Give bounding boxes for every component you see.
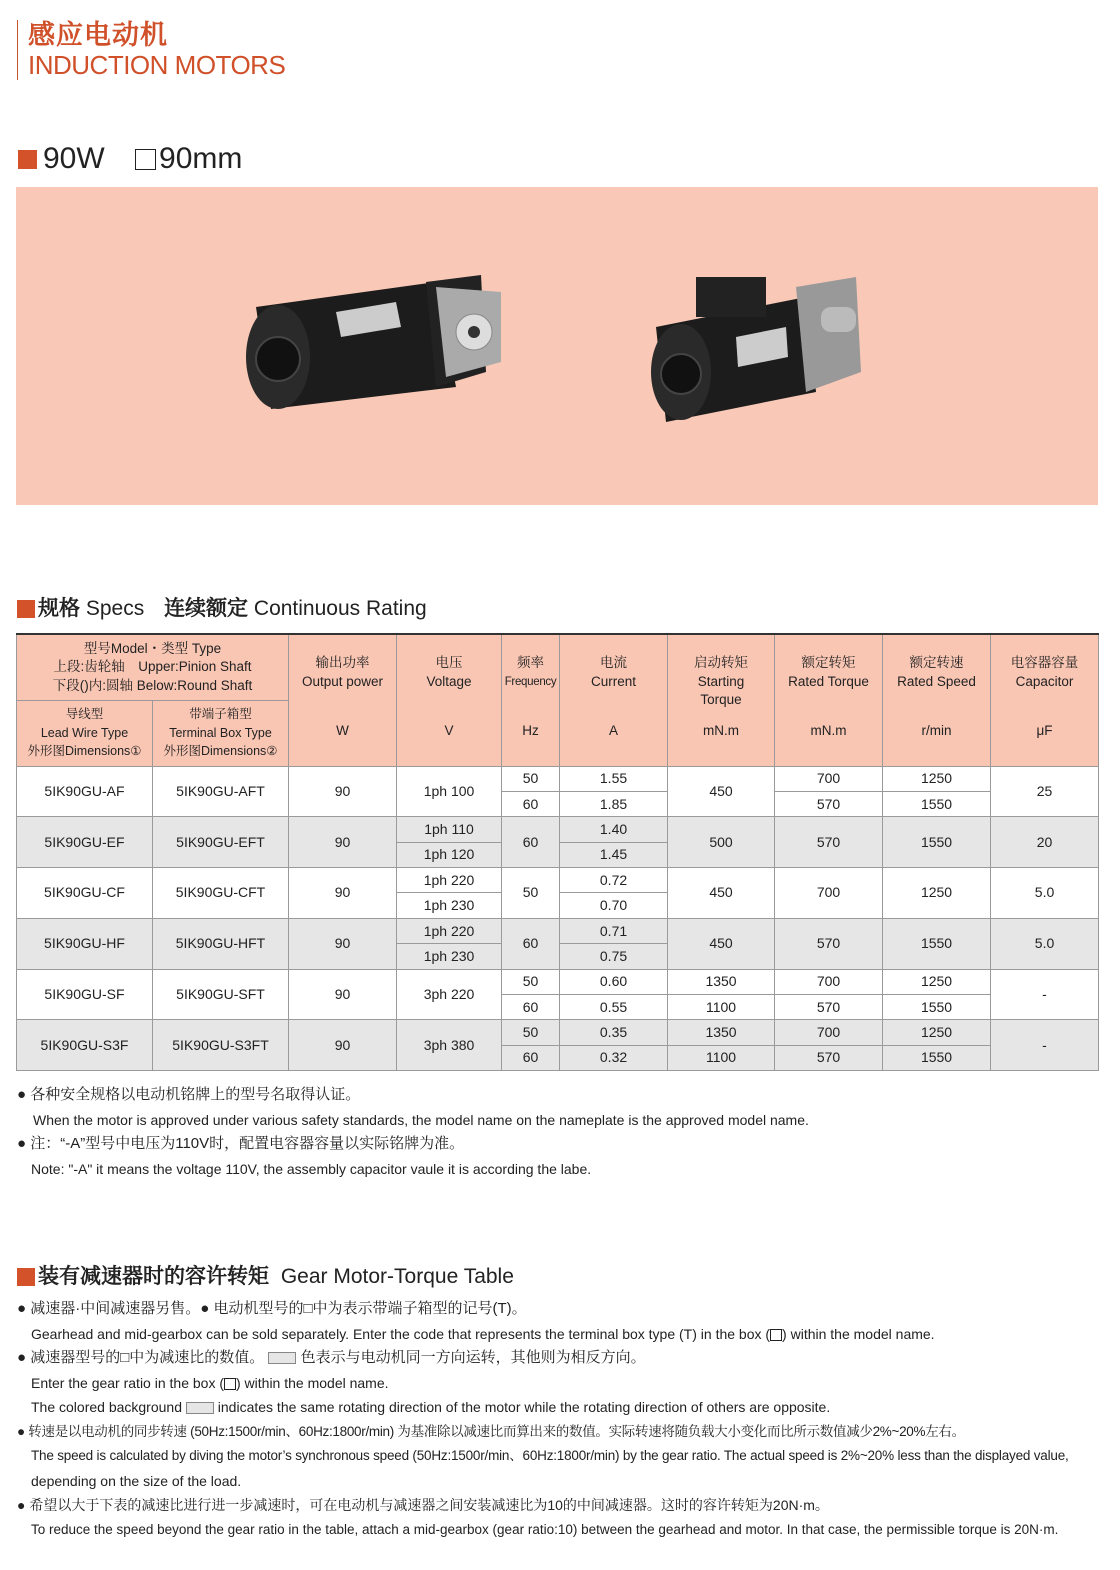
cell-voltage: 3ph 380 [397,1020,502,1071]
cell-voltage: 3ph 220 [397,969,502,1020]
note-cn: 色表示与电动机同一方向运转，其他则为相反方向。 [300,1349,646,1366]
cell-terminal: 5IK90GU-SFT [153,969,289,1020]
power-rating: 90W [43,142,105,176]
cell-current: 0.32 [560,1045,668,1070]
cell-current: 0.60 [560,969,668,994]
cell-rated-speed: 1550 [883,817,991,868]
header-text: 外形图Dimensions② [163,744,278,759]
box-icon [770,1329,782,1341]
cell-rated-speed: 1550 [883,918,991,969]
header-cn: 额定转速 [909,655,964,671]
rating-title-cn: 连续额定 [164,597,249,620]
cell-current: 0.72 [560,868,668,893]
header-unit: mN.m [703,722,740,738]
header-col [775,634,883,766]
cell-rated-torque: 570 [775,918,883,969]
cell-rated-speed: 1550 [883,1045,991,1070]
cell-voltage: 1ph 220 [397,918,502,943]
header-unit: V [444,722,454,738]
cell-rated-torque: 570 [775,995,883,1020]
cell-terminal: 5IK90GU-S3FT [153,1020,289,1071]
cell-rated-speed: 1250 [883,868,991,919]
header-text: Lead Wire Type [40,725,129,740]
header-en: Rated Torque [788,673,869,689]
header-text: 带端子箱型 [189,707,252,722]
note-en: indicates the same rotating direction of the motor while the rotating direction of others are opposite. [217,1399,831,1415]
header-terminal-box [153,700,289,766]
note-en: Note: "-A" it means the voltage 110V, the assembly capacitor vaule it is according the labe. [31,1160,592,1177]
cell-voltage: 1ph 120 [397,842,502,867]
table-row [17,918,1099,943]
cell-lead: 5IK90GU-CF [17,868,153,919]
cell-frequency: 50 [502,868,560,919]
table-row [17,766,1099,791]
note-cn: ● 减速器型号的□中为减速比的数值。 [17,1349,265,1366]
header-en: Voltage [426,673,472,689]
header-lead-wire [17,700,153,766]
cell-current: 0.55 [560,995,668,1020]
cell-power: 90 [289,969,397,1020]
cell-terminal: 5IK90GU-CFT [153,868,289,919]
note-en: Gearhead and mid-gearbox can be sold separately. Enter the code that represents the terminal box type (T) in the box ( [31,1325,771,1342]
header-col [883,634,991,766]
note-cn: ● 注：“-A”型号中电压为110V时，配置电容器容量以实际铭牌为准。 [17,1135,465,1152]
cell-starting-torque: 450 [668,918,775,969]
table-row [17,1020,1099,1045]
cell-rated-torque: 570 [775,817,883,868]
header-cn: 电压 [435,655,463,671]
header-cn: 启动转矩 [694,655,749,671]
cell-rated-torque: 700 [775,868,883,919]
cell-rated-torque: 700 [775,766,883,791]
cell-capacitor: - [991,1020,1099,1071]
cell-rated-speed: 1550 [883,791,991,816]
cell-power: 90 [289,1020,397,1071]
note-en: ) within the model name. [236,1374,389,1391]
cell-rated-speed: 1550 [883,995,991,1020]
cell-frequency: 60 [502,918,560,969]
note-cn: ● 转速是以电动机的同步转速 (50Hz:1500r/min、60Hz:1800r/min) 为基准除以减速比而算出来的数值。实际转速将随负载大小变化而比所示数值减少2%~20%左右。 [17,1423,965,1439]
cell-voltage: 1ph 230 [397,944,502,969]
header-en: Rated Speed [897,673,976,689]
cell-capacitor: 25 [991,766,1099,817]
header-col [668,634,775,766]
cell-rated-torque: 570 [775,1045,883,1070]
header-col [397,634,502,766]
header-text: 型号Model・类型 Type [83,640,222,656]
header-en: Capacitor [1015,673,1074,689]
cell-current: 0.71 [560,918,668,943]
header-text: Terminal Box Type [169,725,272,740]
cell-rated-speed: 1250 [883,969,991,994]
color-swatch-icon [268,1352,296,1364]
header-model [17,634,289,700]
frame-square-icon [135,149,156,170]
header-en: Frequency [504,675,557,688]
cell-rated-speed: 1250 [883,766,991,791]
spec-notes [17,1083,1107,1181]
square-bullet-icon [17,600,35,618]
cell-rated-speed: 1250 [883,1020,991,1045]
title-english: INDUCTION MOTORS [28,50,286,80]
cell-rated-torque: 700 [775,969,883,994]
cell-frequency: 50 [502,1020,560,1045]
title-chinese: 感应电动机 [28,20,168,50]
header-col [991,634,1099,766]
gear-title-en: Gear Motor-Torque Table [280,1265,514,1288]
table-row [17,817,1099,842]
specs-table [16,633,1099,1071]
header-cn: 电流 [600,655,628,671]
cell-capacitor: - [991,969,1099,1020]
header-cn: 电容器容量 [1010,655,1079,671]
table-row [17,868,1099,893]
square-bullet-icon [17,1268,35,1286]
cell-capacitor: 5.0 [991,868,1099,919]
header-unit: μF [1036,722,1053,738]
header-col [289,634,397,766]
cell-capacitor: 5.0 [991,918,1099,969]
header-unit: A [609,722,619,738]
gear-title-cn: 装有减速器时的容许转矩 [38,1265,269,1288]
note-en: The colored background [31,1399,182,1415]
cell-lead: 5IK90GU-EF [17,817,153,868]
cell-capacitor: 20 [991,817,1099,868]
note-en: ) within the model name. [782,1325,935,1342]
cell-frequency: 60 [502,791,560,816]
note-en: The speed is calculated by diving the motor’s synchronous speed (50Hz:1500r/min、60Hz:1800r/min) by the gear ratio. The actual speed is 2%~20% less than the displayed value, [31,1448,1069,1463]
cell-voltage: 1ph 230 [397,893,502,918]
cell-rated-torque: 700 [775,1020,883,1045]
cell-frequency: 50 [502,969,560,994]
header-cn: 输出功率 [315,655,370,671]
cell-starting-torque: 1350 [668,969,775,994]
header-unit: r/min [921,722,952,738]
note-en: When the motor is approved under various safety standards, the model name on the nameplate is the approved model name. [33,1111,809,1128]
cell-power: 90 [289,766,397,817]
cell-lead: 5IK90GU-S3F [17,1020,153,1071]
header-unit: Hz [522,722,539,738]
gear-motor-lead-wire-image [246,275,501,409]
cell-frequency: 50 [502,766,560,791]
square-bullet-icon [18,150,37,169]
header-cn: 频率 [517,655,545,671]
cell-lead: 5IK90GU-SF [17,969,153,1020]
cell-power: 90 [289,918,397,969]
gear-section-title [17,1264,514,1290]
cell-current: 1.85 [560,791,668,816]
header-unit: W [336,722,349,738]
header-col [560,634,668,766]
note-en: To reduce the speed beyond the gear ratio in the table, attach a mid-gearbox (gear ratio:10) between the gearhead and motor. In that case, the permissible torque is 20N·m. [31,1521,1059,1537]
cell-voltage: 1ph 110 [397,817,502,842]
cell-starting-torque: 1100 [668,1045,775,1070]
header-col [502,634,560,766]
header-text: 上段:齿轮轴 Upper:Pinion Shaft [53,659,252,674]
cell-lead: 5IK90GU-AF [17,766,153,817]
header-en: Current [591,673,637,689]
cell-starting-torque: 450 [668,766,775,817]
header-cn: 额定转矩 [801,655,856,671]
cell-current: 0.75 [560,944,668,969]
cell-rated-torque: 570 [775,791,883,816]
cell-lead: 5IK90GU-HF [17,918,153,969]
gear-motor-terminal-box-image [651,277,861,422]
rating-title-en: Continuous Rating [253,597,427,620]
cell-starting-torque: 1100 [668,995,775,1020]
note-en: depending on the size of the load. [31,1472,242,1489]
box-icon [224,1378,236,1390]
note-cn: ● 减速器·中间减速器另售。● 电动机型号的□中为表示带端子箱型的记号(T)。 [17,1300,527,1317]
cell-frequency: 60 [502,817,560,868]
cell-current: 1.55 [560,766,668,791]
color-swatch-icon [186,1402,214,1414]
header-text: 外形图Dimensions① [27,744,142,759]
cell-voltage: 1ph 100 [397,766,502,817]
cell-current: 0.70 [560,893,668,918]
note-cn: ● 希望以大于下表的减速比进行进一步减速时，可在电动机与减速器之间安装减速比为10的中间减速器。这时的容许转矩为20N·m。 [17,1497,829,1513]
cell-power: 90 [289,868,397,919]
cell-starting-torque: 450 [668,868,775,919]
gear-notes [17,1297,1107,1542]
specs-title-cn: 规格 [38,597,80,620]
cell-frequency: 60 [502,1045,560,1070]
cell-terminal: 5IK90GU-EFT [153,817,289,868]
cell-starting-torque: 500 [668,817,775,868]
page-header [17,20,285,80]
cell-power: 90 [289,817,397,868]
table-row [17,969,1099,994]
header-text: 下段()内:圆轴 Below:Round Shaft [52,677,253,693]
cell-terminal: 5IK90GU-AFT [153,766,289,817]
specs-title-en: Specs [85,597,145,620]
header-text: 导线型 [65,707,104,722]
cell-current: 1.40 [560,817,668,842]
cell-frequency: 60 [502,995,560,1020]
header-unit: mN.m [810,722,847,738]
cell-current: 0.35 [560,1020,668,1045]
cell-terminal: 5IK90GU-HFT [153,918,289,969]
note-en: Enter the gear ratio in the box ( [31,1374,224,1391]
header-en: Output power [301,673,384,689]
cell-voltage: 1ph 220 [397,868,502,893]
specs-section-title [17,596,427,622]
cell-starting-torque: 1350 [668,1020,775,1045]
spec-line [18,140,242,177]
product-image-panel [16,187,1098,505]
header-en: Starting Torque [697,673,745,708]
motor-images [16,187,1098,505]
frame-size: 90mm [159,142,243,176]
note-cn: ● 各种安全规格以电动机铭牌上的型号名取得认证。 [17,1086,361,1103]
cell-current: 1.45 [560,842,668,867]
